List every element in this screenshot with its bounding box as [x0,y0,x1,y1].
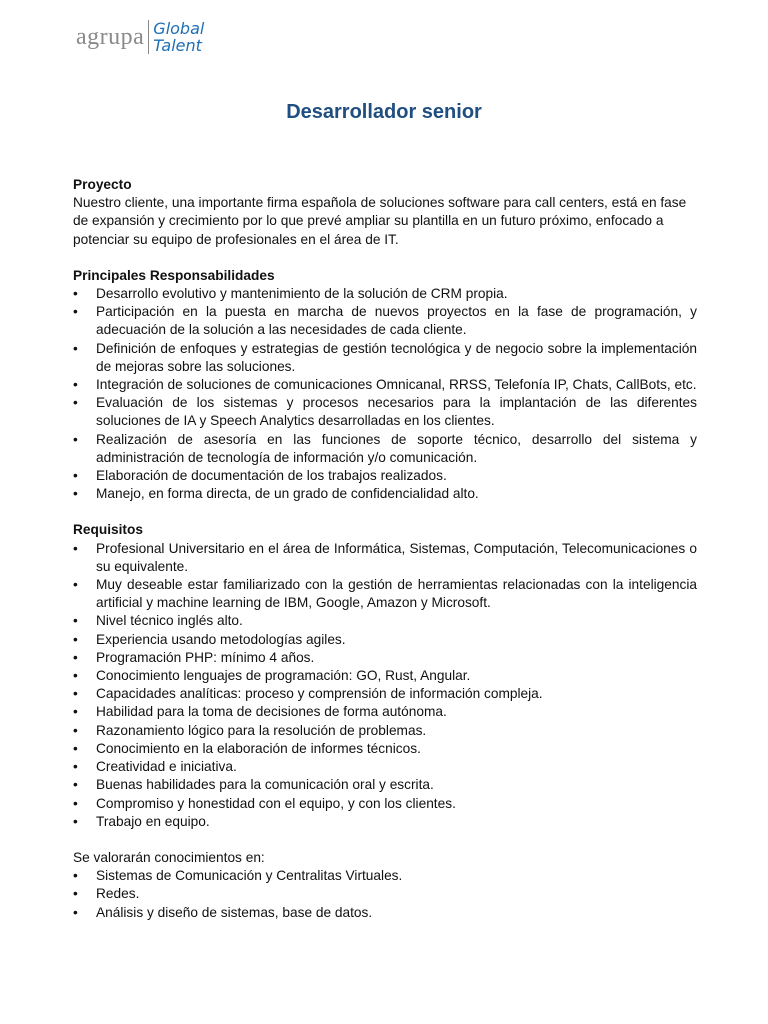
list-item-text: Programación PHP: mínimo 4 años. [96,649,315,665]
list-item [73,904,697,922]
list-item-text: Integración de soluciones de comunicaciones Omnicanal, RRSS, Telefonía IP, Chats, CallBots, etc. [96,377,697,393]
list-item [73,612,697,630]
list-item-text: Definición de enfoques y estrategias de gestión tecnológica y de negocio sobre la implementación de mejoras sobre las soluciones. [96,340,697,374]
proyecto-paragraph: Nuestro cliente, una importante firma española de soluciones software para call centers, está en fase de expansión y crecimiento por lo que prevé ampliar su plantilla en un futuro próximo, enfocado a potenciar su equipo de profesionales en el área de IT. [73,195,687,247]
list-item-text: Razonamiento lógico para la resolución de problemas. [96,722,427,738]
list-item-text: Sistemas de Comunicación y Centralitas Virtuales. [96,868,403,884]
bullet-icon: • [73,759,78,775]
bullet-icon: • [73,304,78,320]
section-requisitos [73,521,697,830]
bullet-icon: • [73,740,78,756]
document-title: Desarrollador senior [286,101,482,123]
list-item-text: Profesional Universitario en el área de Informática, Sistemas, Computación, Telecomunicaciones o su equivalente. [96,540,697,574]
list-item [73,431,697,467]
bullet-icon: • [73,577,78,593]
list-item [73,394,697,430]
bullet-icon: • [73,631,78,647]
bullet-icon: • [73,649,78,665]
list-item [73,776,697,794]
list-item-text: Nivel técnico inglés alto. [96,613,243,629]
bullet-icon: • [73,813,78,829]
list-item [73,758,697,776]
bullet-icon: • [73,340,78,356]
bullet-icon: • [73,686,78,702]
bullet-icon: • [73,668,78,684]
bullet-icon: • [73,486,78,502]
section-responsabilidades [73,267,697,504]
list-item [73,540,697,576]
list-item-text: Desarrollo evolutivo y mantenimiento de la solución de CRM propia. [96,286,508,302]
section-heading-valoraran: Se valorarán conocimientos en: [73,849,265,865]
list-item-text: Manejo, en forma directa, de un grado de confidencialidad alto. [96,486,479,502]
bullet-icon: • [73,777,78,793]
bullet-icon: • [73,868,78,884]
bullet-icon: • [73,395,78,411]
list-item-text: Capacidades analíticas: proceso y comprensión de información compleja. [96,686,543,702]
list-item [73,685,697,703]
list-item-text: Buenas habilidades para la comunicación oral y escrita. [96,777,434,793]
list-item-text: Participación en la puesta en marcha de nuevos proyectos en la fase de programación, y adecuación de la solución a las necesidades de cada cliente. [96,304,697,338]
list-item-text: Trabajo en equipo. [96,813,210,829]
list-item [73,631,697,649]
section-proyecto [73,176,697,249]
section-valoraran [73,849,697,922]
list-item-text: Compromiso y honestidad con el equipo, y con los clientes. [96,795,456,811]
bullet-icon: • [73,431,78,447]
list-item-text: Evaluación de los sistemas y procesos necesarios para la implantación de las diferentes soluciones de IA y Speech Analytics desarrolladas en los clientes. [96,395,697,429]
list-item [73,467,697,485]
list-item-text: Análisis y diseño de sistemas, base de datos. [96,904,373,920]
list-item [73,703,697,721]
list-item-text: Habilidad para la toma de decisiones de forma autónoma. [96,704,447,720]
bullet-icon: • [73,886,78,902]
list-item-text: Creatividad e iniciativa. [96,759,237,775]
document-body [73,176,697,940]
list-item [73,485,697,503]
list-item [73,340,697,376]
list-item [73,576,697,612]
agrupa-global-talent-logo [76,17,204,57]
bullet-icon: • [73,468,78,484]
list-item-text: Conocimiento en la elaboración de informes técnicos. [96,740,421,756]
requisitos-list [73,540,697,831]
responsabilidades-list [73,285,697,503]
section-heading-responsabilidades: Principales Responsabilidades [73,267,275,283]
logo-talent-text: Talent [153,36,202,55]
bullet-icon: • [73,540,78,556]
bullet-icon: • [73,795,78,811]
logo-global-text: Global [153,19,205,38]
list-item [73,722,697,740]
list-item [73,740,697,758]
list-item [73,649,697,667]
bullet-icon: • [73,722,78,738]
valoraran-list [73,867,697,922]
list-item [73,813,697,831]
logo-agrupa-text: agrupa [76,24,145,50]
list-item-text: Redes. [96,886,140,902]
bullet-icon: • [73,286,78,302]
section-heading-requisitos: Requisitos [73,522,143,538]
list-item-text: Muy deseable estar familiarizado con la gestión de herramientas relacionadas con la inteligencia artificial y machine learning de IBM, Google, Amazon y Microsoft. [96,577,697,611]
list-item [73,303,697,339]
section-heading-proyecto: Proyecto [73,177,132,192]
list-item-text: Experiencia usando metodologías agiles. [96,631,346,647]
logo-divider [148,20,149,54]
list-item [73,376,697,394]
list-item [73,867,697,885]
list-item-text: Elaboración de documentación de los trabajos realizados. [96,468,447,484]
list-item [73,885,697,903]
list-item [73,285,697,303]
list-item [73,795,697,813]
bullet-icon: • [73,377,78,393]
bullet-icon: • [73,904,78,920]
list-item-text: Conocimiento lenguajes de programación: GO, Rust, Angular. [96,668,471,684]
bullet-icon: • [73,704,78,720]
bullet-icon: • [73,613,78,629]
logo-global-talent [153,20,204,54]
list-item [73,667,697,685]
list-item-text: Realización de asesoría en las funciones de soporte técnico, desarrollo del sistema y administración de tecnología de información y/o comunicación. [96,431,697,465]
